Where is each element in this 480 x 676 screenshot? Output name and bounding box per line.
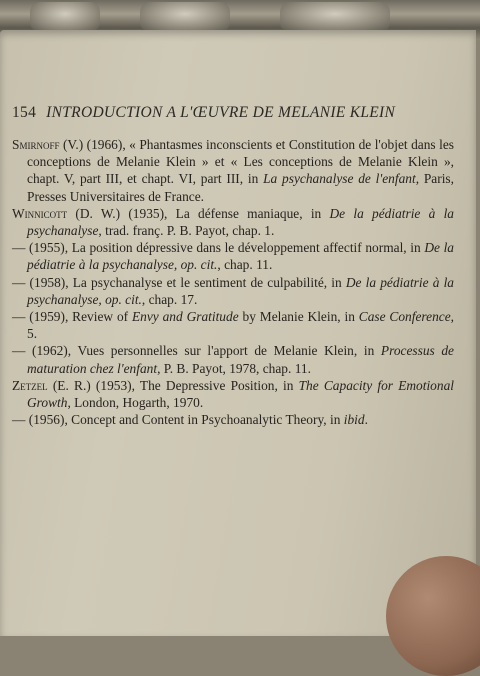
reference-title: Envy and Gratitude: [131, 309, 239, 325]
reference-text: , 5.: [27, 309, 455, 342]
reference-text: , chap. 17.: [141, 291, 198, 307]
reference-title: De la pédiatrie à la psychanalyse, op. cit.: [27, 240, 454, 273]
reference-text: — (1958), La psychanalyse et le sentiment de culpabilité, in: [12, 274, 346, 290]
running-title: INTRODUCTION A L'ŒUVRE DE MELANIE KLEIN: [46, 104, 396, 121]
reference-title: De la pédiatrie à la psychanalyse: [27, 205, 454, 239]
bibliography: [12, 136, 454, 428]
reference-entry: [12, 274, 454, 308]
reference-text: — (1955), La position dépressive dans le développement affectif normal, in: [12, 240, 425, 256]
reference-text: — (1959), Review of: [12, 309, 132, 325]
thumb: [386, 556, 480, 676]
reference-entry: [12, 342, 454, 376]
page-number: 154: [12, 104, 37, 121]
reference-title: Processus de maturation chez l'enfant: [27, 343, 454, 376]
reference-text: .: [364, 412, 368, 428]
reference-text: , chap. 11.: [217, 257, 273, 273]
reference-text: by Melanie Klein, in: [238, 309, 359, 325]
reference-entry: [12, 377, 454, 411]
reference-entry: [12, 205, 454, 239]
reference-text: , London, Hogarth, 1970.: [67, 395, 204, 411]
reference-entry: [12, 411, 454, 428]
reference-text: , Paris, Presses Universitaires de France.: [27, 171, 454, 204]
reference-text: (V.) (1966), « Phantasmes inconscients et Constitution de l'objet dans les conceptions de Melanie Klein » et « Les conceptions de Melanie Klein », chapt. V, part III, et chapt. VI, part III, in: [27, 137, 454, 187]
reference-text: , P. B. Payot, 1978, chap. 11.: [157, 360, 311, 376]
reference-text: (D. W.) (1935), La défense maniaque, in: [67, 205, 330, 221]
reference-journal: Case Conference: [358, 309, 451, 325]
reference-title: ibid: [343, 412, 365, 428]
reference-text: (E. R.) (1953), The Depressive Position, in: [47, 377, 299, 393]
running-header: [12, 104, 462, 122]
reference-entry: [12, 239, 454, 273]
reference-text: , trad. franç. P. B. Payot, chap. 1.: [98, 223, 275, 239]
author-name: Winnicott: [12, 205, 68, 221]
reference-entry: [12, 308, 454, 342]
reference-title: La psychanalyse de l'enfant: [263, 171, 416, 187]
metal-ornament: [140, 2, 230, 32]
reference-entry: [12, 136, 454, 205]
author-name: Zetzel: [12, 377, 48, 393]
reference-text: — (1962), Vues personnelles sur l'apport de Melanie Klein, in: [12, 343, 381, 359]
reference-title: The Capacity for Emotional Growth: [27, 377, 454, 411]
reference-text: — (1956), Concept and Content in Psychoanalytic Theory, in: [12, 412, 344, 428]
reference-title: De la pédiatrie à la psychanalyse, op. cit.: [27, 274, 454, 307]
author-name: Smirnoff: [12, 137, 60, 152]
metal-ornament: [30, 2, 100, 32]
metal-ornament: [280, 2, 390, 32]
